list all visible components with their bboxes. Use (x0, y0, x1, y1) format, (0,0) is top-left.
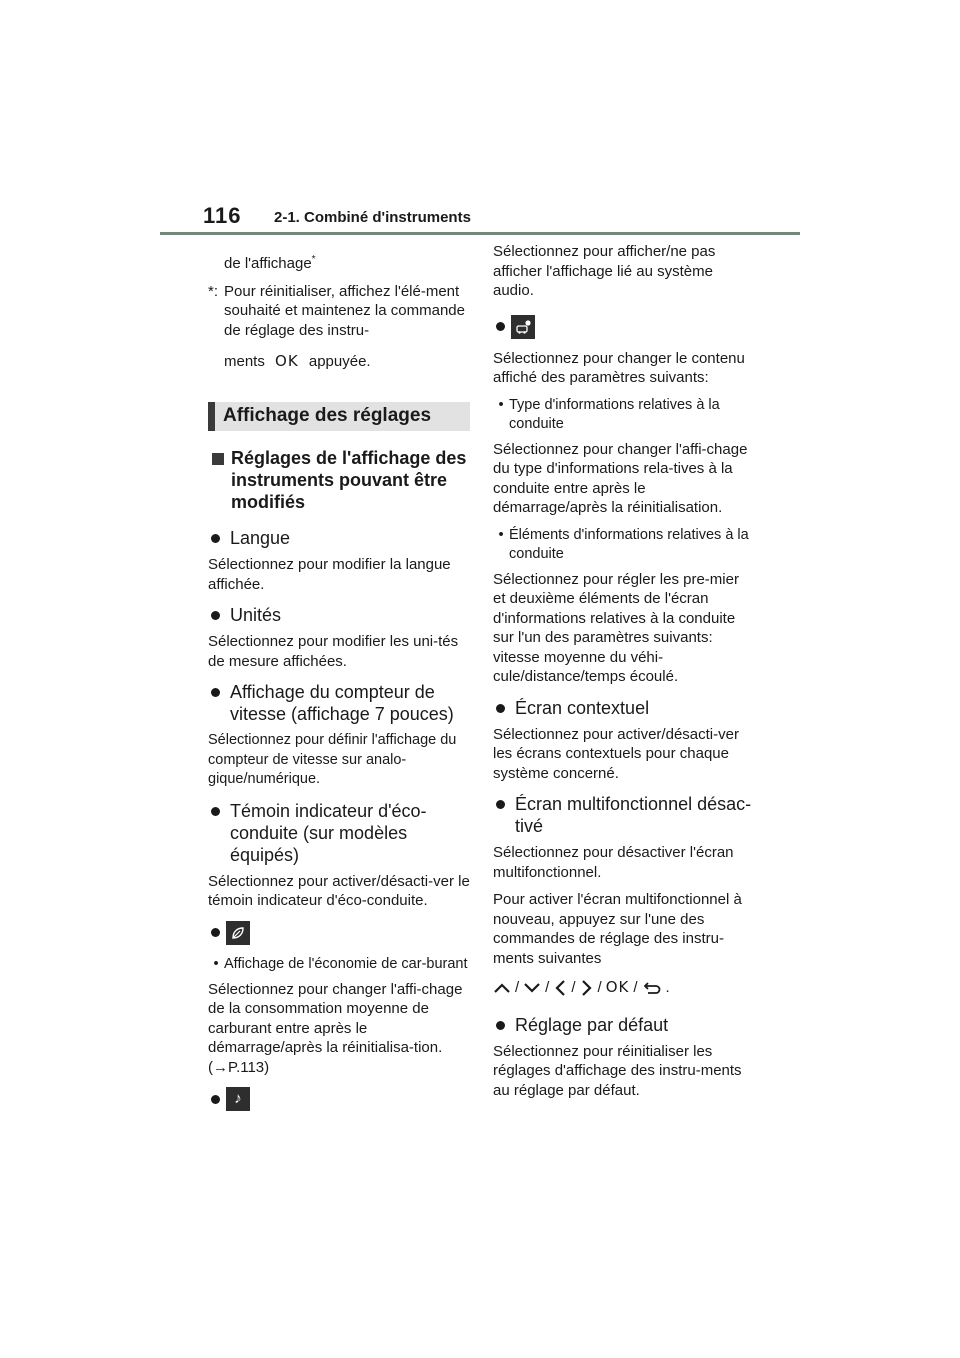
section-title: 2-1. Combiné d'instruments (274, 209, 471, 226)
page-number: 116 (203, 203, 242, 228)
box-heading: Affichage des réglages (208, 402, 470, 432)
header-rule (160, 232, 800, 235)
page-reference: P.113) (228, 1058, 270, 1076)
audio-desc: Sélectionnez pour afficher/ne pas afficher l'affichage lié au système audio. (493, 243, 716, 299)
item-desc-ecran-contextuel: Sélectionnez pour activer/désacti-ver les écrans contextuels pour chaque système concerné. (493, 725, 739, 782)
bullet-dot-icon (211, 928, 220, 937)
driving-bullet-elements-desc: Sélectionnez pour régler les pre-mier et deuxième éléments de l'écran d'informations relatives à la conduite sur l'un des paramètres suivants: vitesse moyenne du véhi-cule/distance/temps écoulé. (493, 570, 739, 685)
chevron-right-icon (580, 979, 594, 997)
item-title-eco-conduite: Témoin indicateur d'éco-conduite (sur modèles équipés) (208, 800, 470, 866)
ok-button-glyph: OK (275, 352, 299, 370)
footnote-marker: * (311, 254, 316, 265)
driving-bullet-type-desc: Sélectionnez pour changer l'affi-chage du type d'informations rela-tives à la conduite entre après le démarrage/après la réinitialisation. (493, 440, 748, 516)
back-arrow-icon (642, 980, 662, 996)
bullet-dot-icon (211, 1095, 220, 1104)
bullet-dot-icon (496, 800, 505, 809)
audio-icon-row (208, 1087, 470, 1111)
item-desc-ecran-desactive: Sélectionnez pour désactiver l'écran multifonctionnel. (493, 844, 734, 881)
footnote (208, 282, 470, 372)
reactivate-text: Pour activer l'écran multifonctionnel à nouveau, appuyez sur l'une des commandes de réglage des instru-ments suivantes (493, 891, 742, 967)
footnote-text: Pour réinitialiser, affichez l'élé-ment souhaité et maintenez la commande de réglage des instru- (224, 282, 465, 339)
top-fragment: de l'affichage* (224, 254, 316, 272)
ok-button-glyph: OK (605, 978, 630, 996)
item-desc-eco-conduite: Sélectionnez pour activer/désacti-ver le témoin indicateur d'éco-conduite. (208, 872, 470, 909)
vehicle-info-icon-row (493, 315, 755, 339)
vehicle-info-icon (511, 315, 535, 339)
reference-arrow: → (213, 1058, 228, 1076)
subheading: Réglages de l'affichage des instruments pouvant être modifiés (208, 447, 470, 513)
eco-bullet: • Affichage de l'économie de car-burant (213, 955, 468, 972)
driving-desc: Sélectionnez pour changer le contenu affiché des paramètres suivants: (493, 349, 745, 386)
item-desc-langue: Sélectionnez pour modifier la langue affichée. (208, 556, 451, 593)
eco-leaf-icon (226, 921, 250, 945)
eco-desc: Sélectionnez pour changer l'affi-chage de la consommation moyenne de carburant entre après le démarrage/après la réinitialisa-tion. (→P.113) (208, 980, 463, 1076)
item-title-langue: Langue (208, 527, 470, 549)
item-title-compteur: Affichage du compteur de vitesse (affichage 7 pouces) (208, 681, 470, 725)
square-bullet-icon (212, 453, 224, 465)
chevron-up-icon (493, 981, 511, 995)
item-title-ecran-desactive: Écran multifonctionnel désac-tivé (493, 793, 755, 837)
item-title-ecran-contextuel: Écran contextuel (493, 697, 755, 719)
bullet-dot-icon (496, 322, 505, 331)
item-desc-compteur: Sélectionnez pour définir l'affichage du compteur de vitesse sur analo-gique/numérique. (208, 732, 457, 787)
control-buttons-row: / / / / OK / . (493, 978, 755, 998)
driving-bullet-type: • Type d'informations relatives à la conduite (498, 396, 720, 432)
bullet-dot-icon (496, 1021, 505, 1030)
driving-bullet-elements: • Éléments d'informations relatives à la conduite (498, 526, 749, 562)
bullet-dot-icon (211, 688, 220, 697)
bullet-dot-icon (211, 611, 220, 620)
item-title-reglage-defaut: Réglage par défaut (493, 1014, 755, 1036)
bullet-dot-icon (211, 807, 220, 816)
footnote-mark: *: (208, 282, 219, 300)
item-desc-unites: Sélectionnez pour modifier les uni-tés de mesure affichées. (208, 633, 459, 670)
right-column (493, 240, 755, 1110)
footnote-continuation: ments OK appuyée. (224, 352, 371, 370)
item-desc-reglage-defaut: Sélectionnez pour réinitialiser les réglages d'affichage des instru-ments au réglage par défaut. (493, 1042, 742, 1099)
bullet-dot-icon (211, 534, 220, 543)
left-column (208, 240, 470, 1121)
item-title-unites: Unités (208, 604, 470, 626)
music-note-icon: ♪ (226, 1087, 250, 1111)
eco-icon-row (208, 921, 470, 945)
chevron-left-icon (553, 979, 567, 997)
chevron-down-icon (523, 981, 541, 995)
bullet-dot-icon (496, 704, 505, 713)
